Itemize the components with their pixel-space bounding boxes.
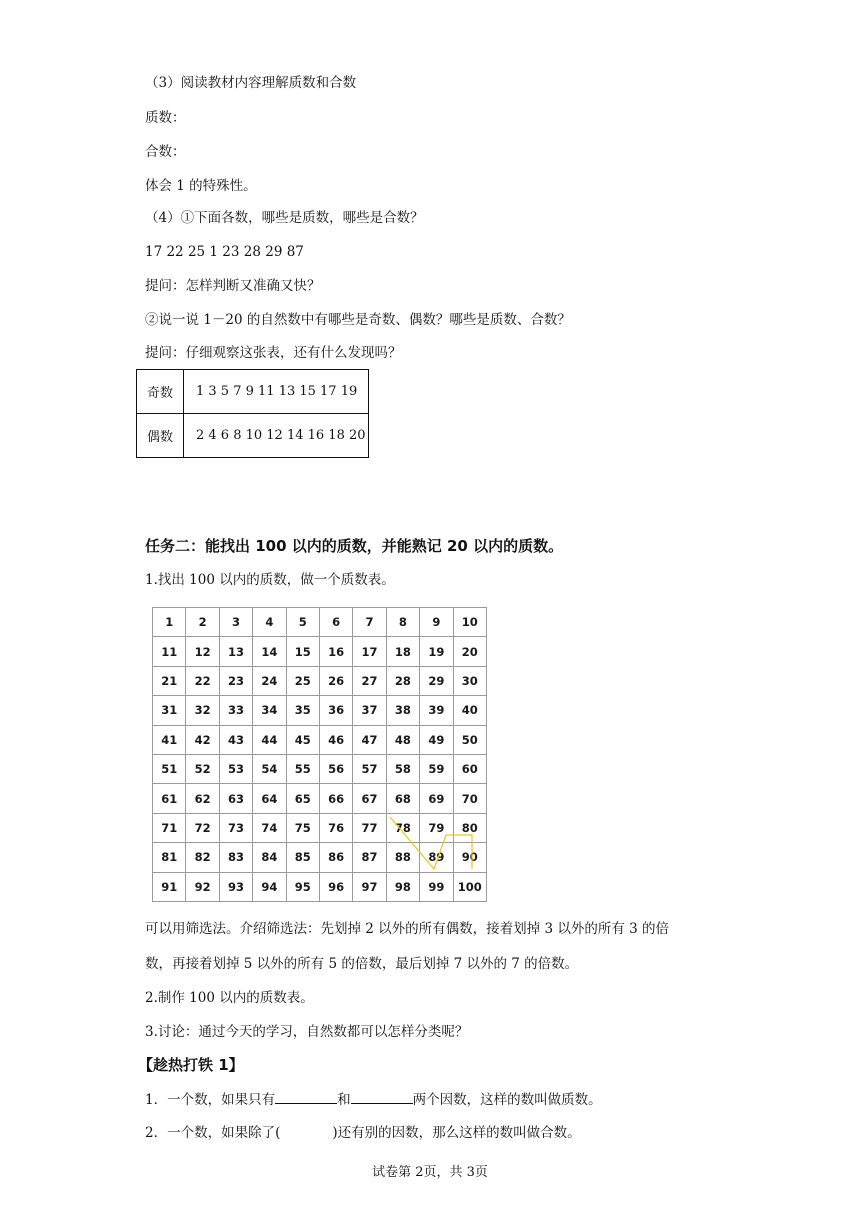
even-label: 偶数 bbox=[137, 414, 184, 458]
number-list: 17 22 25 1 23 28 29 87 bbox=[145, 244, 304, 260]
number-cell: 18 bbox=[386, 637, 419, 666]
q1-blank-2[interactable] bbox=[351, 1089, 413, 1104]
number-cell: 43 bbox=[219, 725, 252, 754]
number-cell: 68 bbox=[386, 784, 419, 813]
question-observe-table: 提问：仔细观察这张表，还有什么发现吗？ bbox=[145, 345, 402, 361]
number-cell: 93 bbox=[219, 872, 252, 901]
table-row bbox=[153, 784, 487, 813]
number-cell: 83 bbox=[219, 843, 252, 872]
odd-values: 1 3 5 7 9 11 13 15 17 19 bbox=[184, 370, 369, 414]
number-cell: 49 bbox=[420, 725, 453, 754]
task2-item2: 2.制作 100 以内的质数表。 bbox=[145, 990, 314, 1006]
number-cell: 30 bbox=[453, 666, 486, 695]
number-cell: 40 bbox=[453, 696, 486, 725]
number-cell: 51 bbox=[153, 754, 186, 783]
number-cell: 96 bbox=[319, 872, 352, 901]
table-row bbox=[153, 725, 487, 754]
task2-item1: 1.找出 100 以内的质数，做一个质数表。 bbox=[145, 572, 395, 588]
number-cell: 25 bbox=[286, 666, 319, 695]
number-cell: 35 bbox=[286, 696, 319, 725]
special-one-note: 体会 1 的特殊性。 bbox=[145, 178, 257, 194]
number-cell: 92 bbox=[186, 872, 219, 901]
odd-label: 奇数 bbox=[137, 370, 184, 414]
number-cell: 50 bbox=[453, 725, 486, 754]
number-cell: 77 bbox=[353, 813, 386, 842]
number-cell: 84 bbox=[253, 843, 286, 872]
sieve-line-2: 数，再接着划掉 5 以外的所有 5 的倍数，最后划掉 7 以外的 7 的倍数。 bbox=[145, 956, 579, 972]
number-cell: 33 bbox=[219, 696, 252, 725]
number-cell: 3 bbox=[219, 608, 252, 637]
number-cell: 48 bbox=[386, 725, 419, 754]
number-cell: 36 bbox=[319, 696, 352, 725]
odd-even-table bbox=[136, 369, 369, 458]
number-cell: 5 bbox=[286, 608, 319, 637]
number-cell: 82 bbox=[186, 843, 219, 872]
composite-definition-label: 合数： bbox=[145, 144, 186, 160]
number-cell: 41 bbox=[153, 725, 186, 754]
number-cell: 44 bbox=[253, 725, 286, 754]
number-cell: 22 bbox=[186, 666, 219, 695]
q2-text-b: )还有别的因数，那么这样的数叫做合数。 bbox=[332, 1125, 581, 1141]
number-cell: 54 bbox=[253, 754, 286, 783]
number-cell: 24 bbox=[253, 666, 286, 695]
number-cell: 26 bbox=[319, 666, 352, 695]
table-row bbox=[137, 370, 369, 414]
table-row bbox=[153, 637, 487, 666]
number-cell: 10 bbox=[453, 608, 486, 637]
table-row bbox=[153, 754, 487, 783]
number-cell: 4 bbox=[253, 608, 286, 637]
practice-q2 bbox=[145, 1124, 581, 1142]
part3-instruction: （3）阅读教材内容理解质数和合数 bbox=[145, 75, 357, 91]
number-cell: 55 bbox=[286, 754, 319, 783]
number-cell: 100 bbox=[453, 872, 486, 901]
number-cell: 15 bbox=[286, 637, 319, 666]
q2-text-a: 2．一个数，如果除了( bbox=[145, 1125, 281, 1141]
number-cell: 14 bbox=[253, 637, 286, 666]
number-cell: 86 bbox=[319, 843, 352, 872]
question-fast-check: 提问：怎样判断又准确又快？ bbox=[145, 278, 321, 294]
number-cell: 2 bbox=[186, 608, 219, 637]
sieve-line-1: 可以用筛选法。介绍筛选法：先划掉 2 以外的所有偶数，接着划掉 3 以外的所有 3 的倍 bbox=[145, 921, 670, 937]
number-cell: 29 bbox=[420, 666, 453, 695]
hundred-chart-table bbox=[152, 607, 487, 902]
q1-text-c: 两个因数，这样的数叫做质数。 bbox=[412, 1092, 602, 1108]
part4-question: （4）①下面各数，哪些是质数，哪些是合数？ bbox=[145, 210, 424, 226]
number-cell: 75 bbox=[286, 813, 319, 842]
number-cell: 60 bbox=[453, 754, 486, 783]
number-cell: 95 bbox=[286, 872, 319, 901]
number-cell: 46 bbox=[319, 725, 352, 754]
number-cell: 87 bbox=[353, 843, 386, 872]
number-cell: 12 bbox=[186, 637, 219, 666]
question-odd-even: ②说一说 1－20 的自然数中有哪些是奇数、偶数？哪些是质数、合数？ bbox=[145, 312, 571, 328]
q1-text-b: 和 bbox=[337, 1092, 351, 1108]
table-row bbox=[153, 666, 487, 695]
table-row bbox=[153, 813, 487, 842]
number-cell: 85 bbox=[286, 843, 319, 872]
number-cell: 13 bbox=[219, 637, 252, 666]
number-cell: 91 bbox=[153, 872, 186, 901]
number-cell: 38 bbox=[386, 696, 419, 725]
number-cell: 66 bbox=[319, 784, 352, 813]
number-cell: 39 bbox=[420, 696, 453, 725]
prime-definition-label: 质数： bbox=[145, 110, 186, 126]
number-cell: 89 bbox=[420, 843, 453, 872]
number-cell: 64 bbox=[253, 784, 286, 813]
practice-heading: 【趁热打铁 1】 bbox=[138, 1056, 244, 1074]
number-cell: 90 bbox=[453, 843, 486, 872]
number-cell: 65 bbox=[286, 784, 319, 813]
hundred-chart bbox=[152, 607, 487, 901]
number-cell: 94 bbox=[253, 872, 286, 901]
number-cell: 16 bbox=[319, 637, 352, 666]
number-cell: 9 bbox=[420, 608, 453, 637]
even-values: 2 4 6 8 10 12 14 16 18 20 bbox=[184, 414, 369, 458]
table-row bbox=[153, 872, 487, 901]
table-row bbox=[153, 843, 487, 872]
number-cell: 70 bbox=[453, 784, 486, 813]
number-cell: 62 bbox=[186, 784, 219, 813]
number-cell: 45 bbox=[286, 725, 319, 754]
number-cell: 8 bbox=[386, 608, 419, 637]
number-cell: 78 bbox=[386, 813, 419, 842]
number-cell: 63 bbox=[219, 784, 252, 813]
number-cell: 21 bbox=[153, 666, 186, 695]
number-cell: 59 bbox=[420, 754, 453, 783]
task2-item3: 3.讨论：通过今天的学习，自然数都可以怎样分类呢？ bbox=[145, 1024, 469, 1040]
number-cell: 42 bbox=[186, 725, 219, 754]
number-cell: 61 bbox=[153, 784, 186, 813]
page-footer: 试卷第 2页，共 3页 bbox=[372, 1165, 488, 1180]
number-cell: 32 bbox=[186, 696, 219, 725]
number-cell: 23 bbox=[219, 666, 252, 695]
number-cell: 52 bbox=[186, 754, 219, 783]
number-cell: 19 bbox=[420, 637, 453, 666]
number-cell: 67 bbox=[353, 784, 386, 813]
number-cell: 20 bbox=[453, 637, 486, 666]
table-row bbox=[153, 696, 487, 725]
q1-text-a: 1．一个数，如果只有 bbox=[145, 1092, 276, 1108]
number-cell: 69 bbox=[420, 784, 453, 813]
number-cell: 28 bbox=[386, 666, 419, 695]
number-cell: 72 bbox=[186, 813, 219, 842]
number-cell: 79 bbox=[420, 813, 453, 842]
number-cell: 58 bbox=[386, 754, 419, 783]
task2-heading: 任务二：能找出 100 以内的质数，并能熟记 20 以内的质数。 bbox=[145, 537, 564, 555]
number-cell: 53 bbox=[219, 754, 252, 783]
number-cell: 7 bbox=[353, 608, 386, 637]
table-row bbox=[137, 414, 369, 458]
number-cell: 17 bbox=[353, 637, 386, 666]
table-row bbox=[153, 608, 487, 637]
number-cell: 74 bbox=[253, 813, 286, 842]
number-cell: 99 bbox=[420, 872, 453, 901]
number-cell: 6 bbox=[319, 608, 352, 637]
number-cell: 97 bbox=[353, 872, 386, 901]
practice-q1 bbox=[145, 1089, 602, 1109]
number-cell: 76 bbox=[319, 813, 352, 842]
number-cell: 56 bbox=[319, 754, 352, 783]
number-cell: 57 bbox=[353, 754, 386, 783]
number-cell: 34 bbox=[253, 696, 286, 725]
number-cell: 71 bbox=[153, 813, 186, 842]
number-cell: 73 bbox=[219, 813, 252, 842]
number-cell: 31 bbox=[153, 696, 186, 725]
number-cell: 88 bbox=[386, 843, 419, 872]
number-cell: 47 bbox=[353, 725, 386, 754]
number-cell: 81 bbox=[153, 843, 186, 872]
number-cell: 27 bbox=[353, 666, 386, 695]
number-cell: 1 bbox=[153, 608, 186, 637]
number-cell: 37 bbox=[353, 696, 386, 725]
q1-blank-1[interactable] bbox=[275, 1089, 337, 1104]
number-cell: 98 bbox=[386, 872, 419, 901]
number-cell: 80 bbox=[453, 813, 486, 842]
number-cell: 11 bbox=[153, 637, 186, 666]
